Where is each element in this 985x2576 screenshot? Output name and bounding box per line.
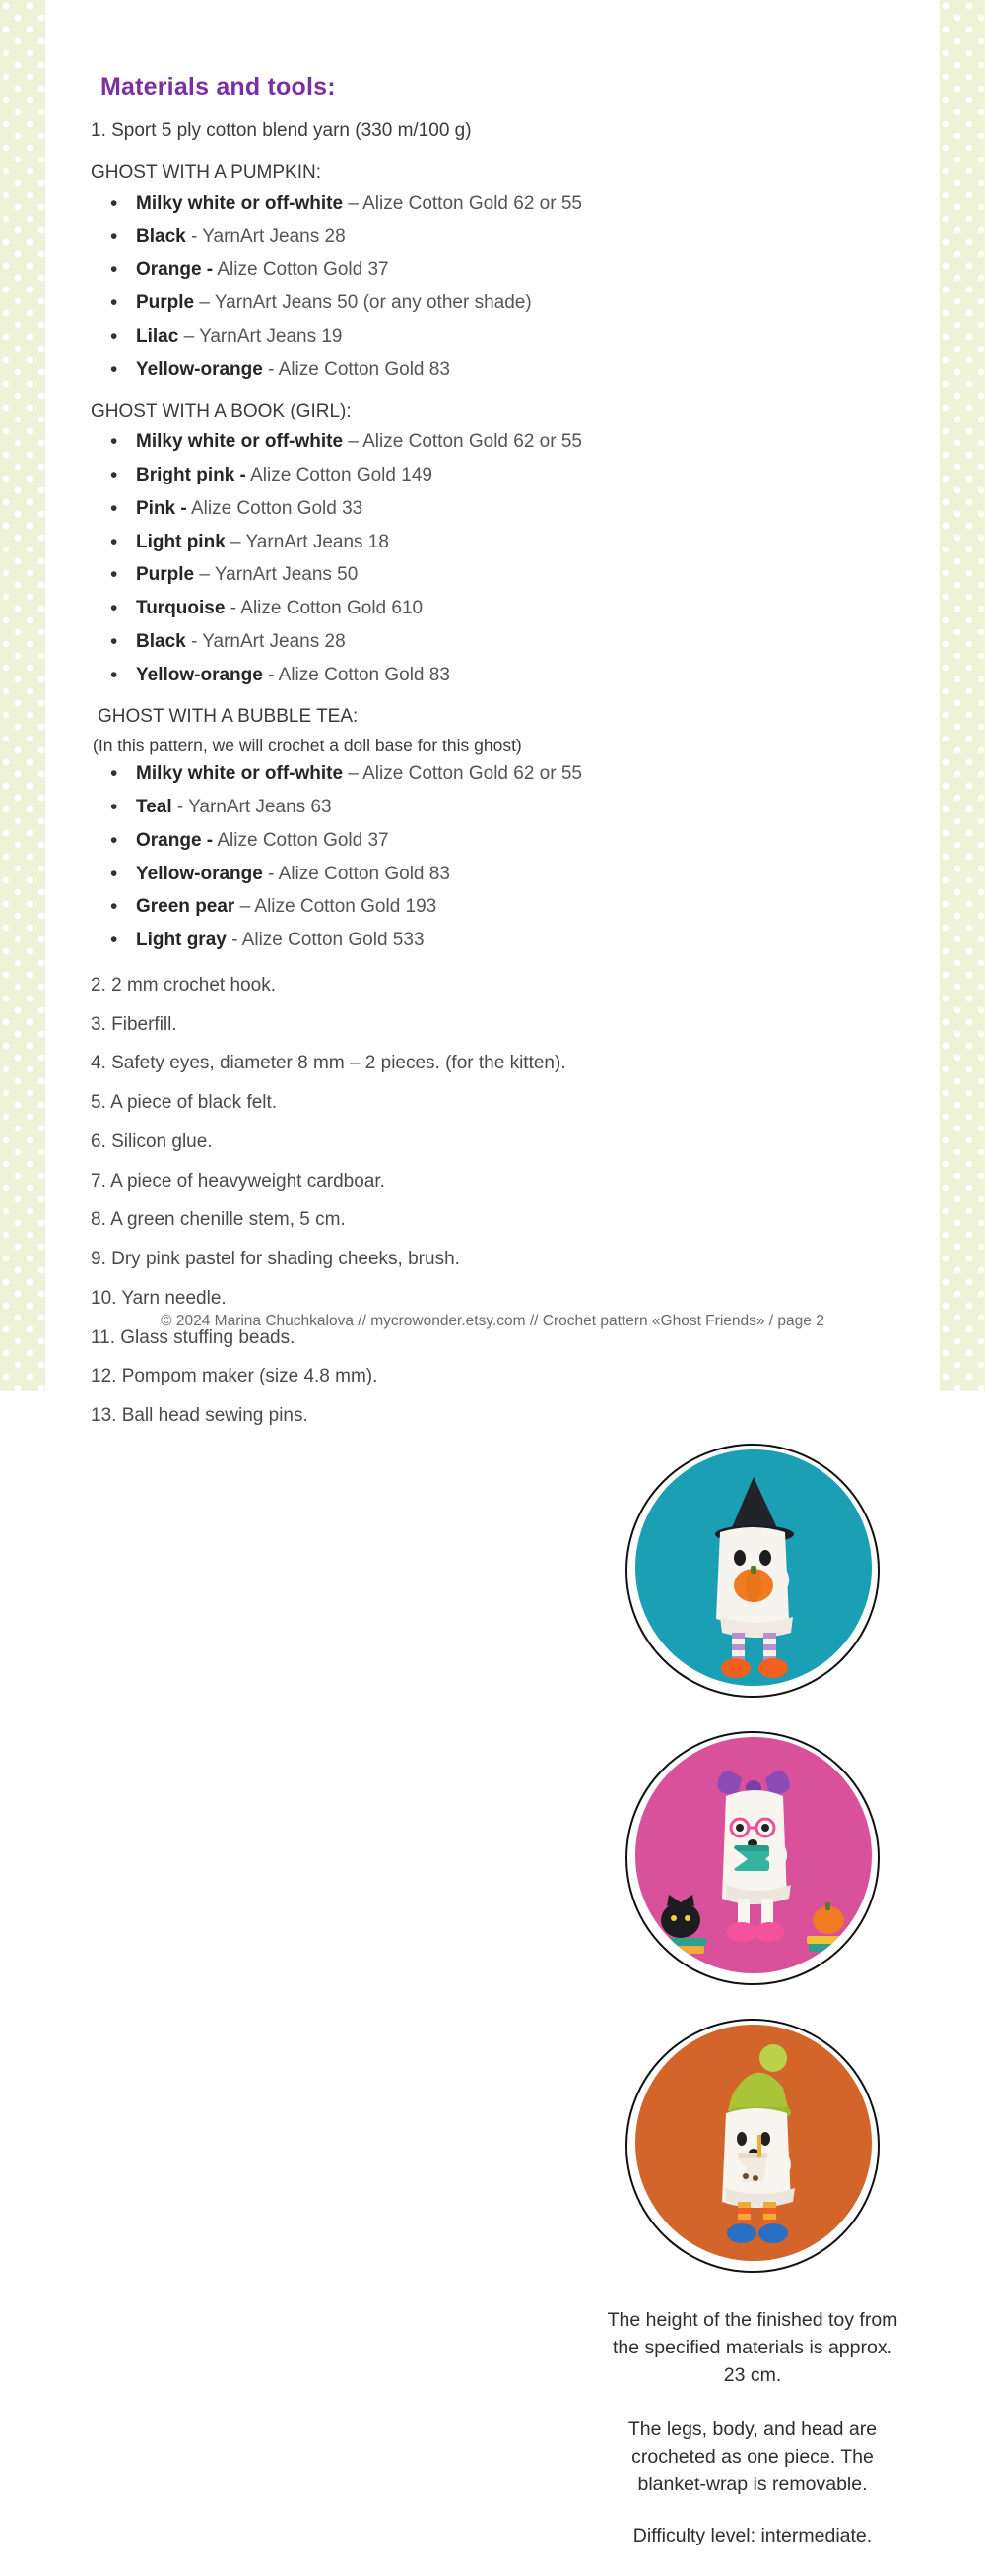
list-item (136, 430, 662, 454)
material-name: Purple (136, 564, 195, 586)
material-name: Purple (136, 292, 195, 313)
supply-item: 12. Pompom maker (size 4.8 mm). (91, 1366, 378, 1387)
supply-item: 6. Silicon glue. (91, 1130, 213, 1152)
note-difficulty: Difficulty level: intermediate. (632, 2525, 873, 2547)
material-detail: - Alize Cotton Gold 83 (262, 863, 450, 884)
list-item (136, 225, 662, 249)
material-detail: - YarnArt Jeans 28 (185, 225, 346, 247)
material-name: Green pear (136, 896, 235, 918)
material-name: Yellow-orange (136, 664, 263, 685)
material-detail: – YarnArt Jeans 50 (or any other shade) (194, 292, 532, 313)
material-name: Orange - (136, 259, 214, 281)
photo-column (605, 1444, 900, 2576)
material-detail: – YarnArt Jeans 19 (178, 325, 343, 347)
list-item (136, 497, 662, 521)
material-detail: Alize Cotton Gold 37 (213, 829, 389, 851)
material-detail: - YarnArt Jeans 63 (171, 797, 332, 817)
list-item (136, 863, 662, 886)
ghost-with-bubble-tea-illustration (635, 2025, 872, 2261)
material-detail: - Alize Cotton Gold 83 (262, 358, 450, 380)
ghost-with-book-illustration (635, 1737, 872, 1973)
list-item (136, 829, 662, 853)
ghost-with-bubble-tea-photo (625, 2019, 880, 2273)
section-heading-pumpkin: GHOST WITH A PUMPKIN: (91, 161, 322, 183)
material-detail: – Alize Cotton Gold 62 or 55 (343, 431, 582, 453)
material-detail: – Alize Cotton Gold 193 (234, 896, 437, 918)
list-item (136, 796, 662, 819)
material-name: Milky white or off-white (136, 192, 344, 214)
material-detail: Alize Cotton Gold 149 (245, 465, 432, 485)
material-detail: Alize Cotton Gold 33 (186, 497, 363, 519)
supply-item: 10. Yarn needle. (91, 1287, 227, 1309)
list-item (136, 358, 662, 382)
material-detail: Alize Cotton Gold 37 (213, 259, 389, 281)
ghost-with-pumpkin-illustration (635, 1449, 872, 1686)
supply-item: 3. Fiberfill. (91, 1013, 177, 1035)
material-name: Yellow-orange (136, 358, 263, 380)
materials-list-book (91, 430, 662, 686)
material-detail: – YarnArt Jeans 50 (194, 564, 359, 586)
page-footer: © 2024 Marina Chuchkalova // mycrowonder.etsy.com // Crochet pattern «Ghost Friends» / page 2 (161, 1313, 824, 1329)
supply-item: 9. Dry pink pastel for shading cheeks, brush. (91, 1249, 460, 1269)
material-name: Black (136, 630, 186, 652)
page-title: Materials and tools: (100, 73, 336, 100)
section-note-bubble-tea: (In this pattern, we will crochet a doll base for this ghost) (93, 736, 522, 756)
material-detail: – YarnArt Jeans 18 (225, 531, 389, 552)
note-height: The height of the finished toy from the specified materials is approx. 23 cm. (607, 2308, 898, 2387)
list-item (136, 192, 662, 216)
section-heading-bubble-tea: GHOST WITH A BUBBLE TEA: (98, 706, 359, 728)
material-name: Orange - (136, 829, 214, 851)
material-name: Turquoise (136, 598, 226, 618)
ghost-with-pumpkin-photo (625, 1444, 880, 1698)
material-name: Lilac (136, 325, 179, 347)
list-item (136, 895, 662, 919)
material-detail: - Alize Cotton Gold 83 (262, 664, 450, 685)
material-name: Black (136, 225, 186, 247)
material-name: Teal (136, 797, 172, 817)
material-detail: - Alize Cotton Gold 610 (225, 598, 424, 618)
supply-item: 4. Safety eyes, diameter 8 mm – 2 pieces. (for the kitten). (91, 1053, 566, 1074)
material-name: Yellow-orange (136, 863, 263, 884)
list-item (136, 664, 662, 687)
list-item (136, 531, 662, 554)
ghost-with-book-photo (625, 1731, 880, 1985)
supply-item: 13. Ball head sewing pins. (91, 1405, 308, 1426)
materials-column (91, 73, 662, 1444)
section-heading-book: GHOST WITH A BOOK (GIRL): (91, 401, 352, 422)
photo-disc (635, 2025, 872, 2261)
supply-item: 11. Glass stuffing beads. (91, 1326, 296, 1348)
materials-list-pumpkin (91, 192, 662, 382)
note-construction: The legs, body, and head are crocheted as one piece. The blanket-wrap is removable. (627, 2417, 878, 2496)
material-name: Pink - (136, 497, 187, 519)
material-detail: – Alize Cotton Gold 62 or 55 (343, 763, 582, 785)
list-item (136, 929, 662, 952)
intro-line: 1. Sport 5 ply cotton blend yarn (330 m/100 g) (91, 120, 472, 141)
material-name: Light pink (136, 531, 226, 552)
list-item (136, 291, 662, 315)
list-item (136, 630, 662, 654)
supply-item: 5. A piece of black felt. (91, 1092, 278, 1113)
material-detail: - Alize Cotton Gold 533 (226, 930, 425, 950)
list-item (136, 464, 662, 487)
list-item (136, 325, 662, 349)
list-item (136, 762, 662, 786)
material-name: Bright pink - (136, 465, 246, 485)
decorative-right-border (940, 0, 985, 1391)
material-name: Milky white or off-white (136, 431, 344, 453)
material-detail: - YarnArt Jeans 28 (185, 630, 346, 652)
materials-list-bubble-tea (91, 762, 662, 952)
supply-item: 2. 2 mm crochet hook. (91, 974, 276, 996)
supply-item: 7. A piece of heavyweight cardboar. (91, 1170, 385, 1191)
photo-disc (635, 1737, 872, 1973)
list-item (136, 258, 662, 282)
page-body (45, 0, 940, 2547)
list-item (136, 563, 662, 587)
photo-disc (635, 1449, 872, 1686)
material-name: Light gray (136, 930, 227, 950)
supply-item: 8. A green chenille stem, 5 cm. (91, 1209, 346, 1231)
supplies-list (91, 974, 662, 1428)
list-item (136, 597, 662, 620)
material-detail: – Alize Cotton Gold 62 or 55 (343, 192, 582, 214)
decorative-left-border (0, 0, 45, 1391)
material-name: Milky white or off-white (136, 763, 344, 785)
